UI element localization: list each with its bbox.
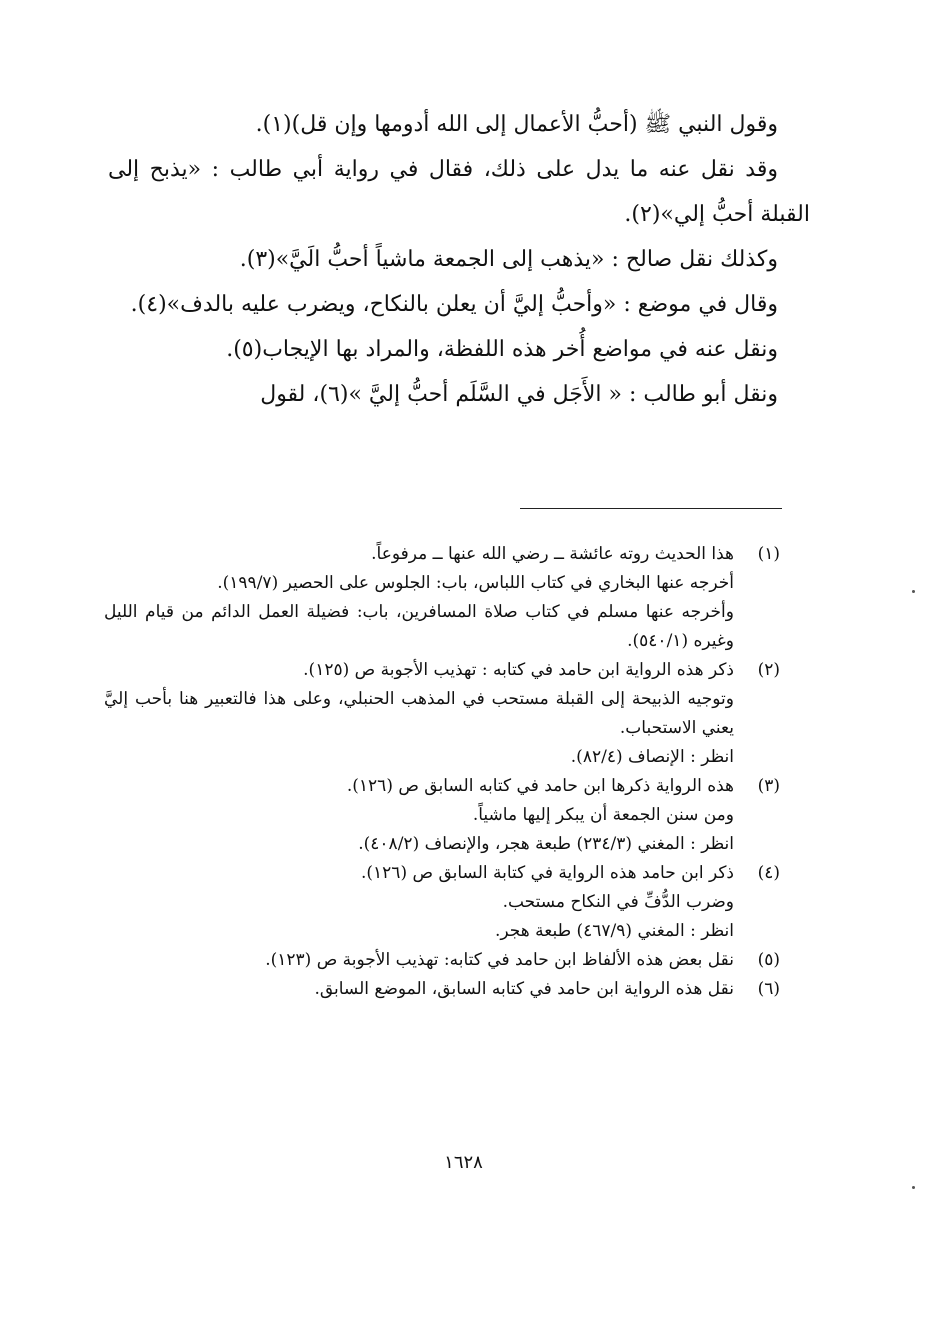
paragraph: وكذلك نقل صالح : «يذهب إلى الجمعة ماشياً أحبُّ الَيَّ»(٣). — [239, 247, 778, 272]
footnote-line: انظر : الإنصاف (٨٢/٤). — [570, 747, 734, 767]
footnote-number: (٦) — [757, 979, 780, 999]
footnote-line: نقل هذه الرواية ابن حامد في كتابه السابق، الموضع السابق. — [314, 979, 734, 999]
footnote-line: وتوجيه الذبيحة إلى القبلة مستحب في المذهب الحنبلي، وعلى هذا فالتعبير هنا بأحب إليَّ يعني الاستحباب. — [104, 689, 734, 738]
footnote-line: وضرب الدُّفِّ في النكاح مستحب. — [502, 892, 734, 912]
scan-speck — [912, 1186, 915, 1189]
footnote-separator — [520, 508, 782, 509]
footnote — [104, 859, 780, 946]
paragraph: وقال في موضع : «وأحبُّ إليَّ أن يعلن بالنكاح، ويضرب عليه بالدف»(٤). — [130, 292, 778, 317]
footnote-line: انظر : المغني (٢٣٤/٣) طبعة هجر، والإنصاف (٤٠٨/٢). — [358, 834, 734, 854]
paragraph: وقد نقل عنه ما يدل على ذلك، فقال في رواية أبي طالب : «يذبح إلى القبلة أحبُّ إلي»(٢). — [108, 157, 810, 227]
footnote — [104, 772, 780, 859]
footnote-body — [104, 975, 734, 1004]
footnote-line: هذا الحديث روته عائشة ــ رضي الله عنها ــ مرفوعاً. — [371, 544, 734, 564]
footnote — [104, 656, 780, 772]
footnote-line: ومن سنن الجمعة أن يبكر إليها ماشياً. — [472, 805, 734, 825]
footnote-line: ذكر هذه الرواية ابن حامد في كتابه : تهذيب الأجوبة ص (١٢٥). — [303, 660, 734, 680]
main-text — [108, 102, 810, 417]
scan-speck — [912, 590, 915, 593]
footnote-line: انظر : المغني (٤٦٧/٩) طبعة هجر. — [495, 921, 734, 941]
footnote-body — [104, 859, 734, 946]
footnote — [104, 946, 780, 975]
footnote-line: ذكر ابن حامد هذه الرواية في كتابة السابق ص (١٢٦). — [361, 863, 734, 883]
footnote-number: (٣) — [757, 776, 780, 796]
footnote-number: (٥) — [757, 950, 780, 970]
paragraph: ونقل أبو طالب : « الأَجَل في السَّلَم أحبُّ إليَّ »(٦)، لقول — [260, 382, 778, 407]
footnote-line: أخرجه عنها البخاري في كتاب اللباس، باب: الجلوس على الحصير (١٩٩/٧). — [217, 573, 734, 593]
footnote-body — [104, 656, 734, 772]
footnote-body — [104, 540, 734, 656]
footnote-line: وأخرجه عنها مسلم في كتاب صلاة المسافرين، باب: فضيلة العمل الدائم من قيام الليل وغيره (٥٤٠/١). — [104, 602, 734, 651]
footnote — [104, 975, 780, 1004]
footnote-body — [104, 946, 734, 975]
footnote-line: هذه الرواية ذكرها ابن حامد في كتابه السابق ص (١٢٦). — [346, 776, 734, 796]
footnote-number: (٤) — [757, 863, 780, 883]
footnote-number: (٢) — [757, 660, 780, 680]
paragraph: ونقل عنه في مواضع أُخر هذه اللفظة، والمراد بها الإيجاب(٥). — [226, 337, 778, 362]
footnote-line: نقل بعض هذه الألفاظ ابن حامد في كتابه: تهذيب الأجوبة ص (١٢٣). — [265, 950, 734, 970]
footnote-number: (١) — [757, 544, 780, 564]
page-number: ١٦٢٨ — [444, 1152, 483, 1173]
footnote-body — [104, 772, 734, 859]
paragraph: وقول النبي ﷺ (أحبُّ الأعمال إلى الله أدومها وإن قل)(١). — [255, 112, 778, 137]
footnotes — [104, 540, 780, 1004]
footnote — [104, 540, 780, 656]
